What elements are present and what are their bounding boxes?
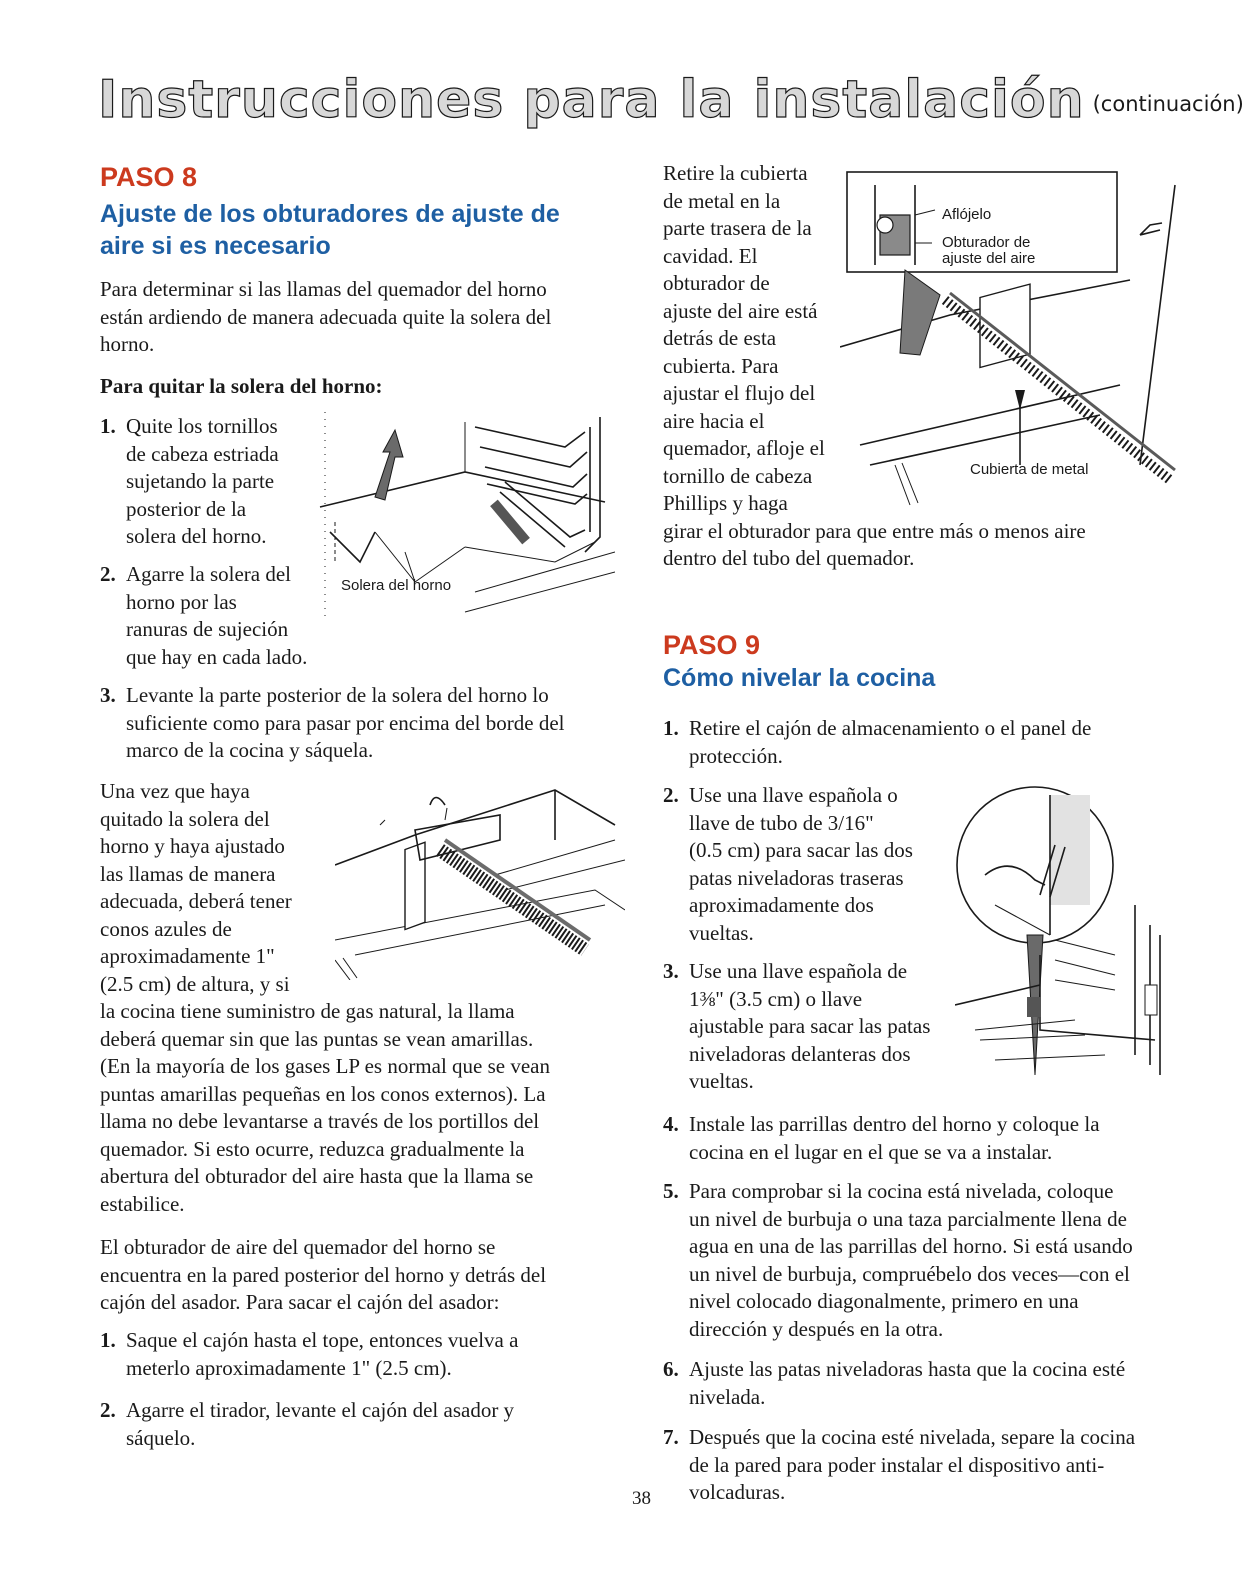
burner-illustration (335, 780, 625, 980)
list-item: 5. Para comprobar si la cocina está nivelada, coloque un nivel de burbuja o una taza parcialmente llena de agua en una de las parrillas del horno. Si está usando un nivel de burbuja, compruébelo dos veces—con el nivel colocado diagonalmente, primero en una dirección y después en la otra. (663, 1179, 1133, 1341)
shutter-label-1: Obturador de (942, 234, 1031, 251)
list-item: 6. Ajuste las patas niveladoras hasta que la cocina esté nivelada. (663, 1357, 1126, 1409)
step-9-label: PASO 9 (663, 630, 761, 660)
step-9-heading: Cómo nivelar la cocina (663, 664, 936, 692)
title-continuation: (continuación) (1092, 92, 1244, 116)
page-title: Instrucciones para la instalación (continuación) (98, 70, 1244, 130)
list-item: 4. Instale las parrillas dentro del horno y coloque la cocina en el lugar en el que se va a instalar. (663, 1112, 1100, 1164)
remove-rack-heading: Para quitar la solera del horno: (100, 374, 383, 398)
shutter-label-2: ajuste del aire (942, 250, 1036, 267)
list-item: 7. Después que la cocina esté nivelada, separe la cocina de la pared para poder instalar el dispositivo anti- volcaduras. (663, 1425, 1136, 1504)
loosen-label: Aflójelo (942, 206, 992, 223)
list-item: 3. Use una llave española de 1⅜" (3.5 cm) o llave ajustable para sacar las patas niveladoras delanteras dos vueltas. (663, 959, 931, 1093)
list-item: 1. Saque el cajón hasta el tope, entonces vuelva a meterlo aproximadamente 1" (2.5 cm). (100, 1328, 519, 1380)
air-shutter-paragraph: El obturador de aire del quemador del horno se encuentra en la pared posterior del horno y detrás del cajón del asador. Para sacar el cajón del asador: (100, 1235, 547, 1314)
list-item: 2. Agarre la solera del horno por las ranuras de sujeción que hay en cada lado. (100, 562, 308, 669)
list-item: 2. Use una llave española o llave de tubo de 3/16" (0.5 cm) para sacar las dos patas niveladoras traseras aproximadamente dos vueltas. (663, 783, 913, 945)
step-8-label: PASO 8 (100, 162, 198, 192)
flame-paragraph: Una vez que haya quitado la solera del horno y haya ajustado las llamas de manera adecuada, deberá tener conos azules de aproximadamente 1" (2.5 cm) de altura, y si la cocina tiene suministro de gas natural, la llama deberá quemar sin que las puntas se vean amarillas. (En la mayoría de los gases LP es normal que se vean puntas amarillas pequeñas en los conos externos). La llama no debe levantarse a través de los portillos del quemador. Si esto ocurre, reduzca gradualmente la abertura del obturador del aire hasta que la llama se estabilice. (100, 779, 551, 1216)
oven-bottom-label: Solera del horno (341, 577, 452, 594)
page-number: 38 (632, 1488, 651, 1509)
leveling-legs-illustration (955, 785, 1180, 1090)
list-item: 2. Agarre el tirador, levante el cajón del asador y sáquelo. (100, 1398, 515, 1450)
oven-bottom-illustration (315, 412, 615, 617)
list-item: 1. Quite los tornillos de cabeza estriada sujetando la parte posterior de la solera del horno. (100, 414, 279, 548)
step-8-heading: Ajuste de los obturadores de ajuste de aire si es necesario (100, 200, 560, 260)
list-item: 3. Levante la parte posterior de la solera del horno lo suficiente como para pasar por encima del borde del marco de la cocina y sáquela. (100, 683, 565, 762)
step-8-intro: Para determinar si las llamas del quemador del horno están ardiendo de manera adecuada quite la solera del horno. (100, 277, 552, 356)
metal-cover-paragraph: Retire la cubierta de metal en la parte trasera de la cavidad. El obturador de ajuste del aire está detrás de esta cubierta. Para ajustar el flujo del aire hacia el quemador, afloje el tornillo de cabeza Phillips y haga girar el obturador para que entre más o menos aire dentro del tubo del quemador. (663, 161, 1086, 570)
list-item: 1. Retire el cajón de almacenamiento o el panel de protección. (663, 716, 1092, 768)
air-shutter-illustration (840, 165, 1180, 520)
metal-cover-label: Cubierta de metal (970, 461, 1089, 478)
